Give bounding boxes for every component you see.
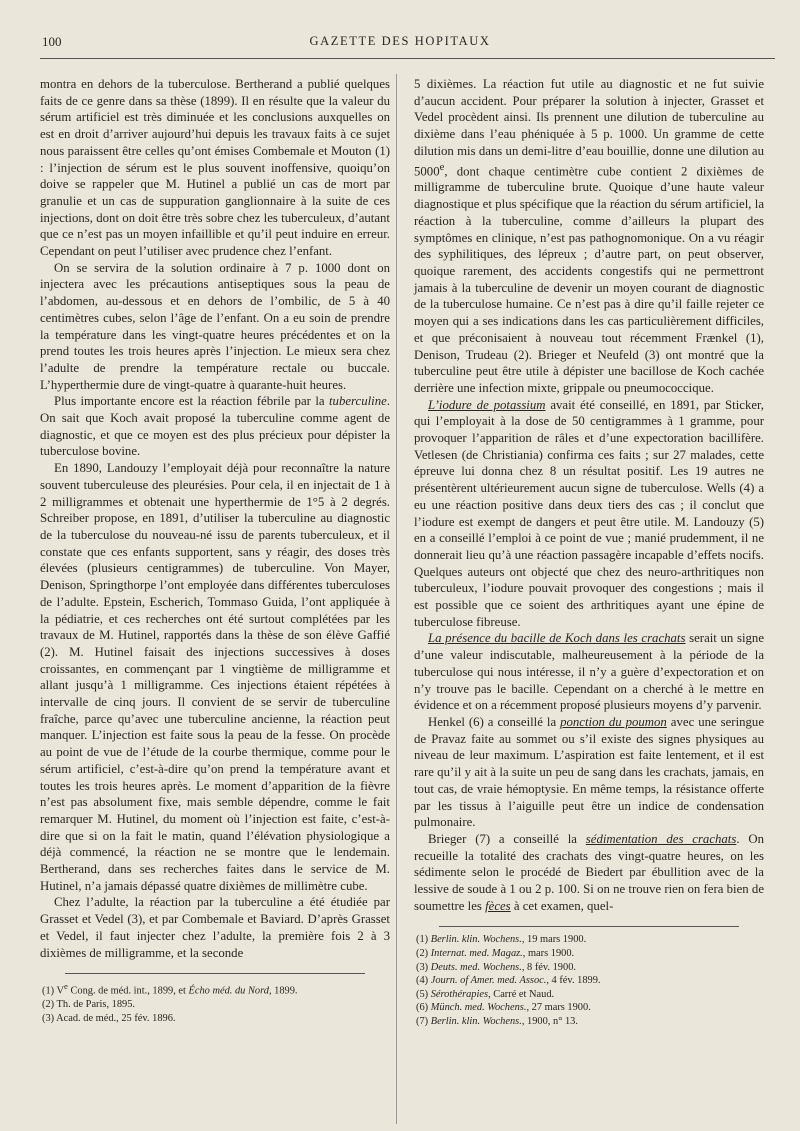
body-paragraph	[414, 76, 764, 397]
text-run: (4)	[416, 975, 431, 987]
text-run: , 27 mars 1900.	[526, 1002, 591, 1014]
text-run: , mars 1900.	[522, 948, 575, 960]
emphasis-text: e	[439, 161, 445, 173]
emphasis-text: Écho méd. du Nord	[188, 985, 269, 997]
text-run: , 4 fév. 1899.	[546, 975, 601, 987]
body-paragraph	[40, 393, 390, 460]
body-paragraph	[414, 397, 764, 631]
left-footnotes	[40, 980, 390, 1025]
footnote	[414, 988, 764, 1002]
body-paragraph	[40, 260, 390, 394]
text-run: (2) Th. de Paris, 1895.	[42, 999, 136, 1011]
text-run: avait été conseillé, en 1891, par Sticker, qui l’employait à la dose de 50 centigrammes à 1 gramme, pour provoquer l’apparition de râles et d’une expectoration bacillifère. Vetlesen (de Christiania) confirma ces faits ; sur 27 malades, cette épreuve lui donna chez 8 un résultat positif. Les 19 autres ne présentèrent ultérieurement aucun signe de tuberculose. Wells (4) a eu une réaction positive dans deux tiers des cas ; il conclut que l’iodure est exempt de dangers et peut être utile. M. Landouzy (5) en a conseillé l’emploi à ce point de vue ; manié prudemment, il ne donnerait lieu qu’à une réaction passagère incapable d’effets nocifs. Quelques auteurs ont objecté que chez des neuro-arthritiques non tuberculeux, l’iodure pouvait provoquer des congestions ; mais il est possible que ce soient des arthritiques ayant une épine de tuberculose fibreuse.	[414, 397, 764, 629]
emphasis-text: e	[64, 981, 68, 992]
body-paragraph	[40, 76, 390, 260]
footnote	[414, 974, 764, 988]
right-footnote-rule	[439, 926, 739, 927]
text-run: . On sait que Koch avait proposé la tuberculine comme agent de diagnostic, et que ce moyen est des plus précieux pour dépister la tuberculose bovine.	[40, 394, 390, 459]
text-run: On se servira de la solution ordinaire à 7 p. 1000 dont on injectera avec les précautions antiseptiques sous la peau de l’abdomen, au-dessous et en dehors de l’ombilic, de 5 à 40 centimètres cubes, selon l’âge de l’enfant. On a eu soin de prendre la température dans les vingt-quatre heures précédentes et on la prend toutes les trois heures après l’injection. Le mieux sera chez l’adulte de prendre la température rectale ou buccale. L’hyperthermie dure de vingt-quatre à quarante-huit heures.	[40, 260, 390, 392]
page-number: 100	[42, 34, 62, 49]
text-run: (2)	[416, 948, 431, 960]
emphasis-text: La présence du bacille de Koch dans les crachats	[428, 631, 686, 646]
left-footnote-rule	[65, 973, 365, 974]
emphasis-text: Deuts. med. Wochens.	[430, 961, 522, 973]
emphasis-text: Berlin. klin. Wochens.	[430, 934, 522, 946]
text-run: Henkel (6) a conseillé la	[428, 714, 561, 729]
footnote	[414, 947, 764, 961]
text-run: (1) V	[42, 985, 65, 997]
page-header	[0, 34, 800, 54]
text-run: (3) Acad. de méd., 25 fév. 1896.	[42, 1012, 176, 1024]
emphasis-text: fèces	[485, 898, 511, 913]
text-run: , 8 fév. 1900.	[521, 961, 576, 973]
right-column	[414, 76, 764, 1029]
body-paragraph	[414, 630, 764, 714]
text-run: (1)	[416, 934, 431, 946]
text-run: serait un signe d’une valeur indiscutable, malheureusement à la période de la tuberculose qui nous intéresse, il n’y a guère d’expectoration et on n’y trouve pas le bacille. Cependant on a cherché à le mettre en évidence et on a récemment proposé plusieurs moyens d’y parvenir.	[414, 631, 764, 713]
emphasis-text: Sérothérapies	[430, 988, 489, 1000]
emphasis-text: L’iodure de potassium	[428, 397, 546, 412]
text-run: , 1899.	[268, 985, 298, 997]
body-paragraph	[414, 831, 764, 915]
right-footnotes	[414, 933, 764, 1028]
text-run: , 19 mars 1900.	[521, 934, 587, 946]
text-run: Plus importante encore est la réaction fébrile par la	[54, 394, 329, 409]
body-paragraph	[414, 714, 764, 831]
emphasis-text: Münch. med. Wochens.	[430, 1002, 527, 1014]
footnote	[414, 961, 764, 975]
text-run: (3)	[416, 961, 431, 973]
body-paragraph	[40, 894, 390, 961]
footnote	[40, 980, 390, 998]
running-title: GAZETTE DES HOPITAUX	[309, 34, 491, 48]
text-run: . On recueille la totalité des crachats des vingt-quatre heures, on les sédimente selon le procédé de Biedert par ébullition avec de la lessive de soude à 1 ou 2 p. 100. Si on ne trouve rien on fera bien de soumettre les	[414, 831, 764, 913]
emphasis-text: ponction du poumon	[560, 714, 667, 729]
emphasis-text: sédimentation des crachats	[585, 831, 737, 846]
text-run: (6)	[416, 1002, 431, 1014]
footnote	[414, 933, 764, 947]
body-paragraph	[40, 460, 390, 894]
left-column	[40, 76, 390, 1026]
header-rule	[40, 58, 775, 59]
emphasis-text: Journ. of Amer. med. Assoc.	[430, 975, 547, 987]
text-run: à cet examen, quel-	[510, 898, 614, 913]
emphasis-text: Berlin. klin. Wochens.	[430, 1015, 522, 1027]
emphasis-text: Internat. med. Magaz.	[430, 948, 523, 960]
left-column-body	[40, 76, 390, 961]
text-run: En 1890, Landouzy l’employait déjà pour reconnaître la nature souvent tuberculeuse des pleurésies. Pour cela, il en injectait de 1 à 2 milligrammes et obtenait une hyperthermie de 1°5 à 2 degrés. Schreiber propose, en 1891, d’utiliser la tuberculine au diagnostic de la tuberculose du nouveau-né issu de parents tuberculeux, et il constate que ces enfants supportent, sans y réagir, des doses très élevées (plusieurs centigrammes) de tuberculine. Von Mayer, Denison, Springthorpe l’ont employée dans différentes tuberculoses de l’adulte. Epstein, Escherich, Tommaso Guida, l’ont appliquée à la pédiatrie, et ces recherches ont été surtout complétées par les travaux de M. Hutinel, rapportés dans la thèse de son élève Gaffié (2). M. Hutinel faisait des injections successives à doses croissantes, en commençant par 1 vingtième de milligramme et allant jusqu’à 1 milligramme. Ces injections étaient répétées à intervalle de cinq jours. Il convient de se servir de tuberculine fraîche, parce qu’avec une tuberculine ancienne, la réaction peut manquer. L’injection est faite sous la peau de la fesse. On procède au point de vue de l’étude de la courbe thermique, comme pour le sérum artificiel, c’est-à-dire qu’on prend la température avant et toutes les trois heures après. Le moment d’apparition de la fièvre n’est pas absolument fixe, mais semble dépendre, comme le fait remarquer M. Hutinel, du moment où l’injection est faite, c’est-à-dire que si on la fait le matin, quand l’élévation physiologique a déjà commencé, la réaction ne se montre que le lendemain. Bertherand, dans ses recherches faites dans le service de M. Hutinel, n’a jamais dépassé quatre dixièmes de millimètre cube.	[40, 461, 390, 893]
footnote	[414, 1015, 764, 1029]
footnote	[40, 998, 390, 1012]
text-run: avec une seringue de Pravaz faite au sommet ou s’il existe des signes physiques au niveau de leur maximum. L’aspiration est faite lentement, et il est rare qu’il y ait à la suite un peu de sang dans les crachats, jamais, en tout cas, de vraie hémoptysie. En même temps, la résistance offerte par les tissus à l’aiguille peut être un indice de condensation pulmonaire.	[414, 714, 764, 830]
right-column-body	[414, 76, 764, 914]
text-run: montra en dehors de la tuberculose. Bertherand a publié quelques faits de ce genre dans sa thèse (1899). Il en résulte que la valeur du sérum artificiel est très diminuée et les conclusions auxquelles on est en droit d’arriver aujourd’hui depuis les travaux faits à ce sujet nous paraissent être celles qu’ont émises Combemale et Mouton (1) : l’injection de sérum est le plus souvent inoffensive, quoiqu’on doive se rappeler que M. Hutinel a publié un cas de mort par granulie et un cas de suppuration ganglionnaire à la suite de ces injections, dont on doit être très sobre chez les tuberculeux, d’autant que ce n’est pas un moyen infaillible et qu’il peut induire en erreur. Cependant on peut l’utiliser avec prudence chez l’enfant.	[40, 77, 390, 259]
text-run: Cong. de méd. int., 1899, et	[67, 985, 189, 997]
text-run: 5 dixièmes. La réaction fut utile au diagnostic et ne fut suivie d’aucun accident. Pour préparer la solution à injecter, Grasset et Vedel procèdent ainsi. Ils prennent une dilution de tuberculine au dixième dans l’eau phéniquée à 5 p. 1000. Un gramme de cette dilution mis dans un demi-litre d’eau bouillie, donne une dilution au 5000	[414, 77, 764, 178]
text-run: Brieger (7) a conseillé la	[428, 831, 586, 846]
text-run: Chez l’adulte, la réaction par la tuberculine a été étudiée par Grasset et Vedel (3), et par Combemale et Baviard. D’après Grasset et Vedel, il faut injecter chez l’adulte, la première fois 2 à 3 dixièmes de milligramme, et la seconde	[40, 895, 390, 960]
footnote	[40, 1012, 390, 1026]
text-run: (5)	[416, 988, 431, 1000]
text-run: , 1900, n° 13.	[521, 1015, 578, 1027]
text-run: , Carré et Naud.	[488, 988, 555, 1000]
text-run: (7)	[416, 1015, 431, 1027]
column-divider	[396, 74, 397, 1124]
text-run: , dont chaque centimètre cube contient 2 dixièmes de milligramme de tuberculine brute. Quoique d’une haute valeur diagnostique et plus spécifique que la réaction du sérum artificiel, la réaction à la tuberculine, comme d’ailleurs la plupart des symptômes en clinique, n’est pas pathognomonique. On a vu réagir des syphilitiques, des lépreux ; d’autre part, on peut observer, quoique rarement, des accidents congestifs qui ne permettront jamais à la tuberculine de devenir un moyen courant de diagnostic de la tuberculose humaine. Ce n’est pas à dire qu’il faille rejeter ce moyen qui a ses indications dans les cas particulièrement difficiles, et que préconisaient à nouveau tout récemment Frænkel (1), Denison, Trudeau (2). Brieger et Neufeld (3) ont montré que la tuberculine peut être utile à dépister une bacillose de Koch cachée derrière une infection mixte, grippale ou pneumococcique.	[414, 163, 764, 395]
emphasis-text: tuberculine	[328, 394, 387, 409]
footnote	[414, 1001, 764, 1015]
